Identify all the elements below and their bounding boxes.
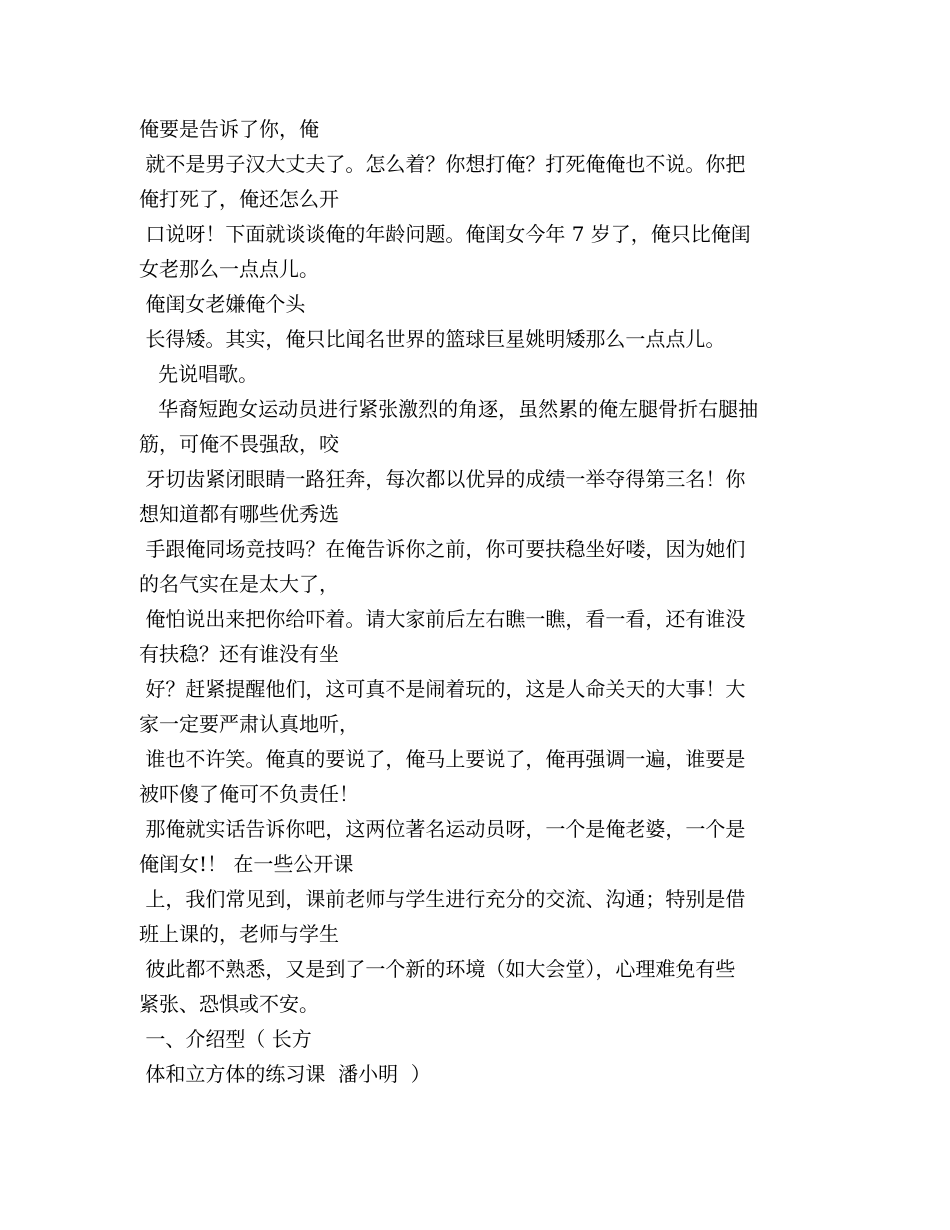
text-line: 俺打死了，俺还怎么开 — [139, 187, 339, 211]
text-line: 那俺就实话告诉你吧，这两位著名运动员呀，一个是俺老婆，一个是 — [139, 817, 746, 841]
text-line: 俺闺女老嫌俺个头 — [139, 292, 306, 316]
text-line: 俺要是告诉了你，俺 — [139, 117, 319, 141]
text-line: 的名气实在是太大了， — [139, 572, 339, 596]
text-line: 彼此都不熟悉，又是到了一个新的环境（如大会堂），心理难免有些 — [139, 957, 736, 981]
text-line: 上，我们常见到，课前老师与学生进行充分的交流、沟通；特别是借 — [139, 887, 746, 911]
text-line: 被吓傻了俺可不负责任！ — [139, 782, 359, 806]
text-line: 就不是男子汉大丈夫了。怎么着？你想打俺？打死俺俺也不说。你把 — [139, 152, 746, 176]
document-body — [139, 112, 819, 1092]
text-line: 好？赶紧提醒他们，这可真不是闹着玩的，这是人命关天的大事！大 — [139, 677, 746, 701]
text-line: 口说呀！下面就谈谈俺的年龄问题。俺闺女今年 7 岁了，俺只比俺闺 — [139, 222, 751, 246]
text-line: 家一定要严肃认真地听， — [139, 712, 359, 736]
text-line: 有扶稳？还有谁没有坐 — [139, 642, 339, 666]
text-line: 女老那么一点点儿。 — [139, 257, 319, 281]
text-line: 俺闺女!！ 在一些公开课 — [139, 852, 354, 876]
text-line: 手跟俺同场竞技吗？在俺告诉你之前，你可要扶稳坐好喽，因为她们 — [139, 537, 746, 561]
text-line: 先说唱歌。 — [139, 362, 259, 386]
text-line: 班上课的，老师与学生 — [139, 922, 339, 946]
text-line: 体和立方体的练习课 潘小明 ） — [139, 1062, 431, 1086]
text-line: 谁也不许笑。俺真的要说了，俺马上要说了，俺再强调一遍，谁要是 — [139, 747, 746, 771]
text-line: 长得矮。其实，俺只比闻名世界的篮球巨星姚明矮那么一点点儿。 — [139, 327, 726, 351]
text-line: 牙切齿紧闭眼睛一路狂奔，每次都以优异的成绩一举夺得第三名！你 — [139, 467, 746, 491]
text-line: 紧张、恐惧或不安。 — [139, 992, 319, 1016]
text-line: 筋，可俺不畏强敌，咬 — [139, 432, 339, 456]
text-line: 想知道都有哪些优秀选 — [139, 502, 339, 526]
text-line: 一、介绍型（ 长方 — [139, 1027, 312, 1051]
text-line: 俺怕说出来把你给吓着。请大家前后左右瞧一瞧，看一看，还有谁没 — [139, 607, 746, 631]
text-line: 华裔短跑女运动员进行紧张激烈的角逐，虽然累的俺左腿骨折右腿抽 — [139, 397, 759, 421]
